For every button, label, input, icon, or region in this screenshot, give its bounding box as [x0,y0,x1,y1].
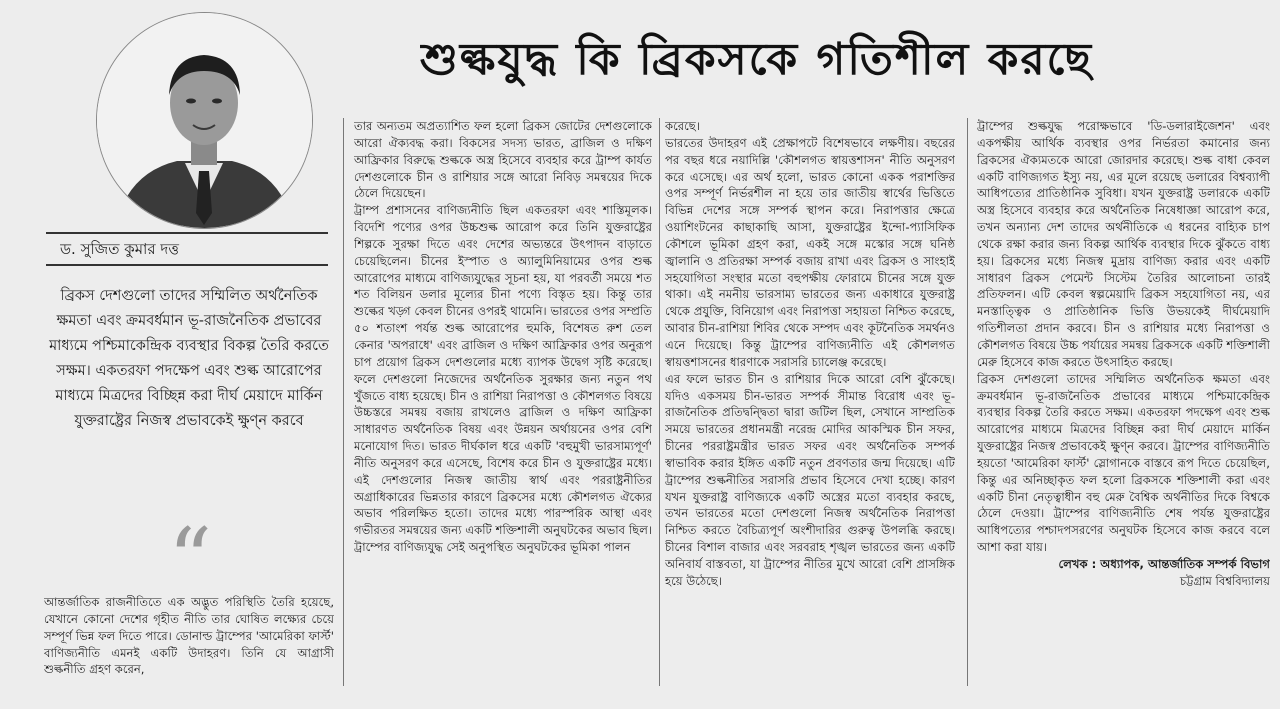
paragraph: তার অন্যতম অপ্রত্যাশিত ফল হলো ব্রিকস জোটের দেশগুলোকে আরো ঐক্যবদ্ধ করা। বিকসের সদস্য ভারত, ব্রাজিল ও দক্ষিণ আফ্রিকার বিরুদ্ধে শুল্ককে অস্ত্র হিসেবে ব্যবহার করে ট্রাম্প কার্যত দেশগুলোকে চীন ও রাশিয়ার সঙ্গে আরো নিবিড় সমন্বয়ের দিকে ঠেলে দিয়েছেন। [354,119,652,201]
paragraph: ভারতের উদাহরণ এই প্রেক্ষাপটে বিশেষভাবে লক্ষণীয়। বছরের পর বছর ধরে নয়াদিল্লি 'কৌশলগত স্বায়ত্তশাসন' নীতি অনুসরণ করে এসেছে। এর অর্থ হলো, ভারত কোনো একক পরাশক্তির ওপর সম্পূর্ণ নির্ভরশীল না হয়ে তার জাতীয় স্বার্থের ভিত্তিতে বিভিন্ন দেশের সঙ্গে সম্পর্ক স্থাপন করে। নিরাপত্তার ক্ষেত্রে ওয়াশিংটনের কাছাকাছি আসা, যুক্তরাষ্ট্রের ইন্দো-প্যাসিফিক কৌশলে ভূমিকা গ্রহণ করা, একই সঙ্গে মস্কোর সঙ্গে ঘনিষ্ঠ জ্বালানি ও প্রতিরক্ষা সম্পর্ক বজায় রাখা এবং ব্রিকস ও সাংহাই সহযোগিতা সংস্থার মতো বহুপক্ষীয় ফোরামে চীনের সঙ্গে যুক্ত থাকা। এই নমনীয় ভারসাম্য ভারতের জন্য একাধারে যুক্তরাষ্ট্র থেকে প্রযুক্তি, বিনিয়োগ এবং নিরাপত্তা সহায়তা নিশ্চিত করেছে, আবার চীন-রাশিয়া শিবির থেকে সম্পদ এবং কূটনৈতিক সমর্থনও এনে দিয়েছে। কিন্তু ট্রাম্পের বাণিজ্যনীতি এই কৌশলগত স্বায়ত্তশাসনের ধারণাকে সরাসরি চ্যালেঞ্জ করেছে। [665,135,955,369]
article-column-2 [665,118,955,686]
paragraph: এর ফলে ভারত চীন ও রাশিয়ার দিকে আরো বেশি ঝুঁকেছে। যদিও একসময় চীন-ভারত সম্পর্ক সীমান্ত বিরোধ এবং ভূ-রাজনৈতিক প্রতিদ্বন্দ্বিতা দ্বারা জটিল ছিল, সেখানে সাম্প্রতিক সময়ে ভারতের প্রধানমন্ত্রী নরেন্দ্র মোদির আকস্মিক চীন সফর, চীনের পররাষ্ট্রমন্ত্রীর ভারত সফর এবং অর্থনৈতিক সম্পর্ক স্বাভাবিক করার ইঙ্গিত একটি নতুন প্রবণতার জন্ম দিয়েছে। এটি ট্রাম্পের শুল্কনীতির সরাসরি প্রভাব হিসেবে দেখা হচ্ছে। কারণ যখন যুক্তরাষ্ট্র বাণিজ্যকে একটি অস্ত্রের মতো ব্যবহার করছে, তখন ভারতের মতো দেশগুলো নিজস্ব অর্থনৈতিক নিরাপত্তা নিশ্চিত করতে বৈচিত্র্যপূর্ণ অংশীদারির গুরুত্ব উপলব্ধি করছে। চীনের বিশাল বাজার এবং সরবরাহ শৃঙ্খল ভারতের জন্য একটি অনিবার্য বাস্তবতা, যা ট্রাম্পের নীতির মুখে আরো বেশি প্রাসঙ্গিক হয়ে উঠেছে। [665,371,955,588]
author-note: লেখক : অধ্যাপক, আন্তর্জাতিক সম্পর্ক বিভাগ [1058,556,1270,571]
author-portrait-image [97,13,312,228]
byline-bottom-rule [46,264,328,266]
column-divider [343,118,344,686]
article-column-1 [354,118,652,686]
paragraph: করেছে। [665,119,700,133]
quote-mark-icon: “ [168,520,212,580]
byline-top-rule [46,232,328,234]
article-column-0: আন্তর্জাতিক রাজনীতিতে এক অদ্ভুত পরিস্থিতি তৈরি হয়েছে, যেখানে কোনো দেশের গৃহীত নীতি তার ঘোষিত লক্ষ্যের চেয়ে সম্পূর্ণ ভিন্ন ফল দিতে পারে। ডোনাল্ড ট্রাম্পের 'আমেরিকা ফার্স্ট' বাণিজ্যনীতি এমনই একটি উদাহরণ। তিনি যে আগ্রাসী শুল্কনীতি গ্রহণ করেন, [44,595,334,677]
paragraph: ব্রিকস দেশগুলো তাদের সম্মিলিত অর্থনৈতিক ক্ষমতা এবং ক্রমবর্ধমান ভূ-রাজনৈতিক প্রভাবের মাধ্যমে পশ্চিমাকেন্দ্রিক ব্যবস্থার বিকল্প তৈরি করতে সক্ষম। একতরফা পদক্ষেপ এবং শুল্ক আরোপের মাধ্যমে মিত্রদের বিচ্ছিন্ন করা দীর্ঘ মেয়াদে মার্কিন যুক্তরাষ্ট্রের নিজস্ব প্রভাবকেই ক্ষুণ্ন করবে। ট্রাম্পের বাণিজ্যনীতি হয়তো 'আমেরিকা ফার্স্ট' স্লোগানকে বাস্তবে রূপ দিতে চেয়েছিল, কিন্তু এর অনিচ্ছাকৃত ফল হলো ব্রিকসকে শক্তিশালী করা এবং একটি চীনা নেতৃত্বাধীন বহু মেরু বৈশ্বিক অর্থনীতির দিকে বিশ্বকে ঠেলে দেওয়া। ট্রাম্পের বাণিজ্যনীতি শেষ পর্যন্ত যুক্তরাষ্ট্রের আধিপত্যের পশ্চাদপসরণের অনুঘটক হিসেবে কাজ করবে বলে আশা করা যায়। [977,371,1270,555]
author-photo [96,12,313,229]
column-divider [967,118,968,686]
paragraph: ট্রাম্পের শুল্কযুদ্ধ পরোক্ষভাবে 'ডি-ডলারাইজেশন' এবং একপক্ষীয় আর্থিক ব্যবস্থার ওপর নির্ভরতা কমানোর জন্য ব্রিকসের ঐক্যমতকে আরো জোরদার করেছে। শুল্ক বাধা কেবল একটি বাণিজ্যগত ইস্যু নয়, এর মূলে রয়েছে ডলারের বিশ্বব্যাপী আধিপত্যের প্রাতিষ্ঠানিক সুবিধা। যখন যুক্তরাষ্ট্র ডলারকে একটি অস্ত্র হিসেবে ব্যবহার করে অর্থনৈতিক নিষেধাজ্ঞা আরোপ করে, তখন অন্যান্য দেশ তাদের অর্থনীতিকে এ ধরনের বাহ্যিক চাপ থেকে রক্ষা করার জন্য বিকল্প আর্থিক ব্যবস্থার দিকে ঝুঁকতে বাধ্য হয়। ব্রিকসের মধ্যে নিজস্ব মুদ্রায় বাণিজ্য করার এবং একটি সাধারণ ব্রিকস পেমেন্ট সিস্টেম তৈরির আলোচনা তারই প্রতিফলন। এটি কেবল স্বল্পমেয়াদি ব্রিকস সহযোগিতা নয়, এর মনস্তাত্ত্বিক ও প্রাতিষ্ঠানিক ভিত্তি উভয়কেই দীর্ঘমেয়াদি গতিশীলতা প্রদান করবে। চীন ও রাশিয়ার মধ্যে নিরাপত্তা ও কৌশলগত বিষয়ে উচ্চ পর্যায়ের সমন্বয় ব্রিকসকে একটি শক্তিশালী মেরু হিসেবে কাজ করতে উৎসাহিত করছে। [977,119,1270,369]
pull-quote: ব্রিকস দেশগুলো তাদের সম্মিলিত অর্থনৈতিক ক্ষমতা এবং ক্রমবর্ধমান ভূ-রাজনৈতিক প্রভাবের মাধ্যমে পশ্চিমাকেন্দ্রিক ব্যবস্থার বিকল্প তৈরি করতে সক্ষম। একতরফা পদক্ষেপ এবং শুল্ক আরোপের মাধ্যমে মিত্রদের বিচ্ছিন্ন করা দীর্ঘ মেয়াদে মার্কিন যুক্তরাষ্ট্রের নিজস্ব প্রভাবকেই ক্ষুণ্ন করবে [49,288,329,429]
paragraph: ট্রাম্প প্রশাসনের বাণিজ্যনীতি ছিল একতরফা এবং শাস্তিমূলক। বিদেশি পণ্যের ওপর উচ্চশুল্ক আরোপ করে তিনি যুক্তরাষ্ট্রের শিল্পকে সুরক্ষা দিতে এবং দেশের অভ্যন্তরে উৎপাদন বাড়াতে চেয়েছিলেন। চীনের ইস্পাত ও অ্যালুমিনিয়ামের ওপর শুল্ক আরোপের মাধ্যমে বাণিজ্যযুদ্ধের সূচনা হয়, যা পরবর্তী সময়ে শত শত বিলিয়ন ডলার মূল্যের চীনা পণ্যে বিস্তৃত হয়। কিন্তু তার শুল্কের খড়্গ কেবল চীনের ওপরই থামেনি। ভারতের ওপর সম্প্রতি ৫০ শতাংশ পর্যন্ত শুল্ক আরোপের হুমকি, বিশেষত রুশ তেল কেনার 'অপরাধে' এবং ব্রাজিল ও দক্ষিণ আফ্রিকার ওপর অনুরূপ চাপ প্রয়োগ ব্রিকস দেশগুলোর মধ্যে ব্যাপক উদ্বেগ সৃষ্টি করেছে। ফলে দেশগুলো নিজেদের অর্থনৈতিক সুরক্ষার জন্য নতুন পথ খুঁজতে বাধ্য হয়েছে। চীন ও রাশিয়া নিরাপত্তা ও কৌশলগত বিষয়ে উচ্চস্তরে সমন্বয় বজায় রাখলেও ব্রাজিল ও দক্ষিণ আফ্রিকা সাধারণত অর্থনৈতিক বিষয় এবং উন্নয়ন অর্থায়নের ওপর বেশি মনোযোগ দিত। ভারত দীর্ঘকাল ধরে একটি 'বহুমুখী ভারসাম্যপূর্ণ' নীতি অনুসরণ করে এসেছে, বিশেষ করে চীন ও যুক্তরাষ্ট্রের মধ্যে। এই দেশগুলোর নিজস্ব জাতীয় স্বার্থ এবং পররাষ্ট্রনীতির অগ্রাধিকারের ভিন্নতার কারণে ব্রিকসের মধ্যে কৌশলগত ঐক্যের অভাব পরিলক্ষিত হতো। তাদের মধ্যে পারস্পরিক আস্থা এবং গভীরতর সমন্বয়ের জন্য একটি শক্তিশালী অনুঘটকের অভাব ছিল। ট্রাম্পের বাণিজ্যযুদ্ধ সেই অনুপস্থিত অনুঘটকের ভূমিকা পালন [354,203,652,555]
author-affiliation: চট্টগ্রাম বিশ্ববিদ্যালয় [1179,573,1270,588]
column-divider [659,118,660,686]
byline: ড. সুজিত কুমার দত্ত [60,240,180,258]
headline: শুল্কযুদ্ধ কি ব্রিকসকে গতিশীল করছে [420,34,1093,85]
article-column-3 [977,118,1270,686]
